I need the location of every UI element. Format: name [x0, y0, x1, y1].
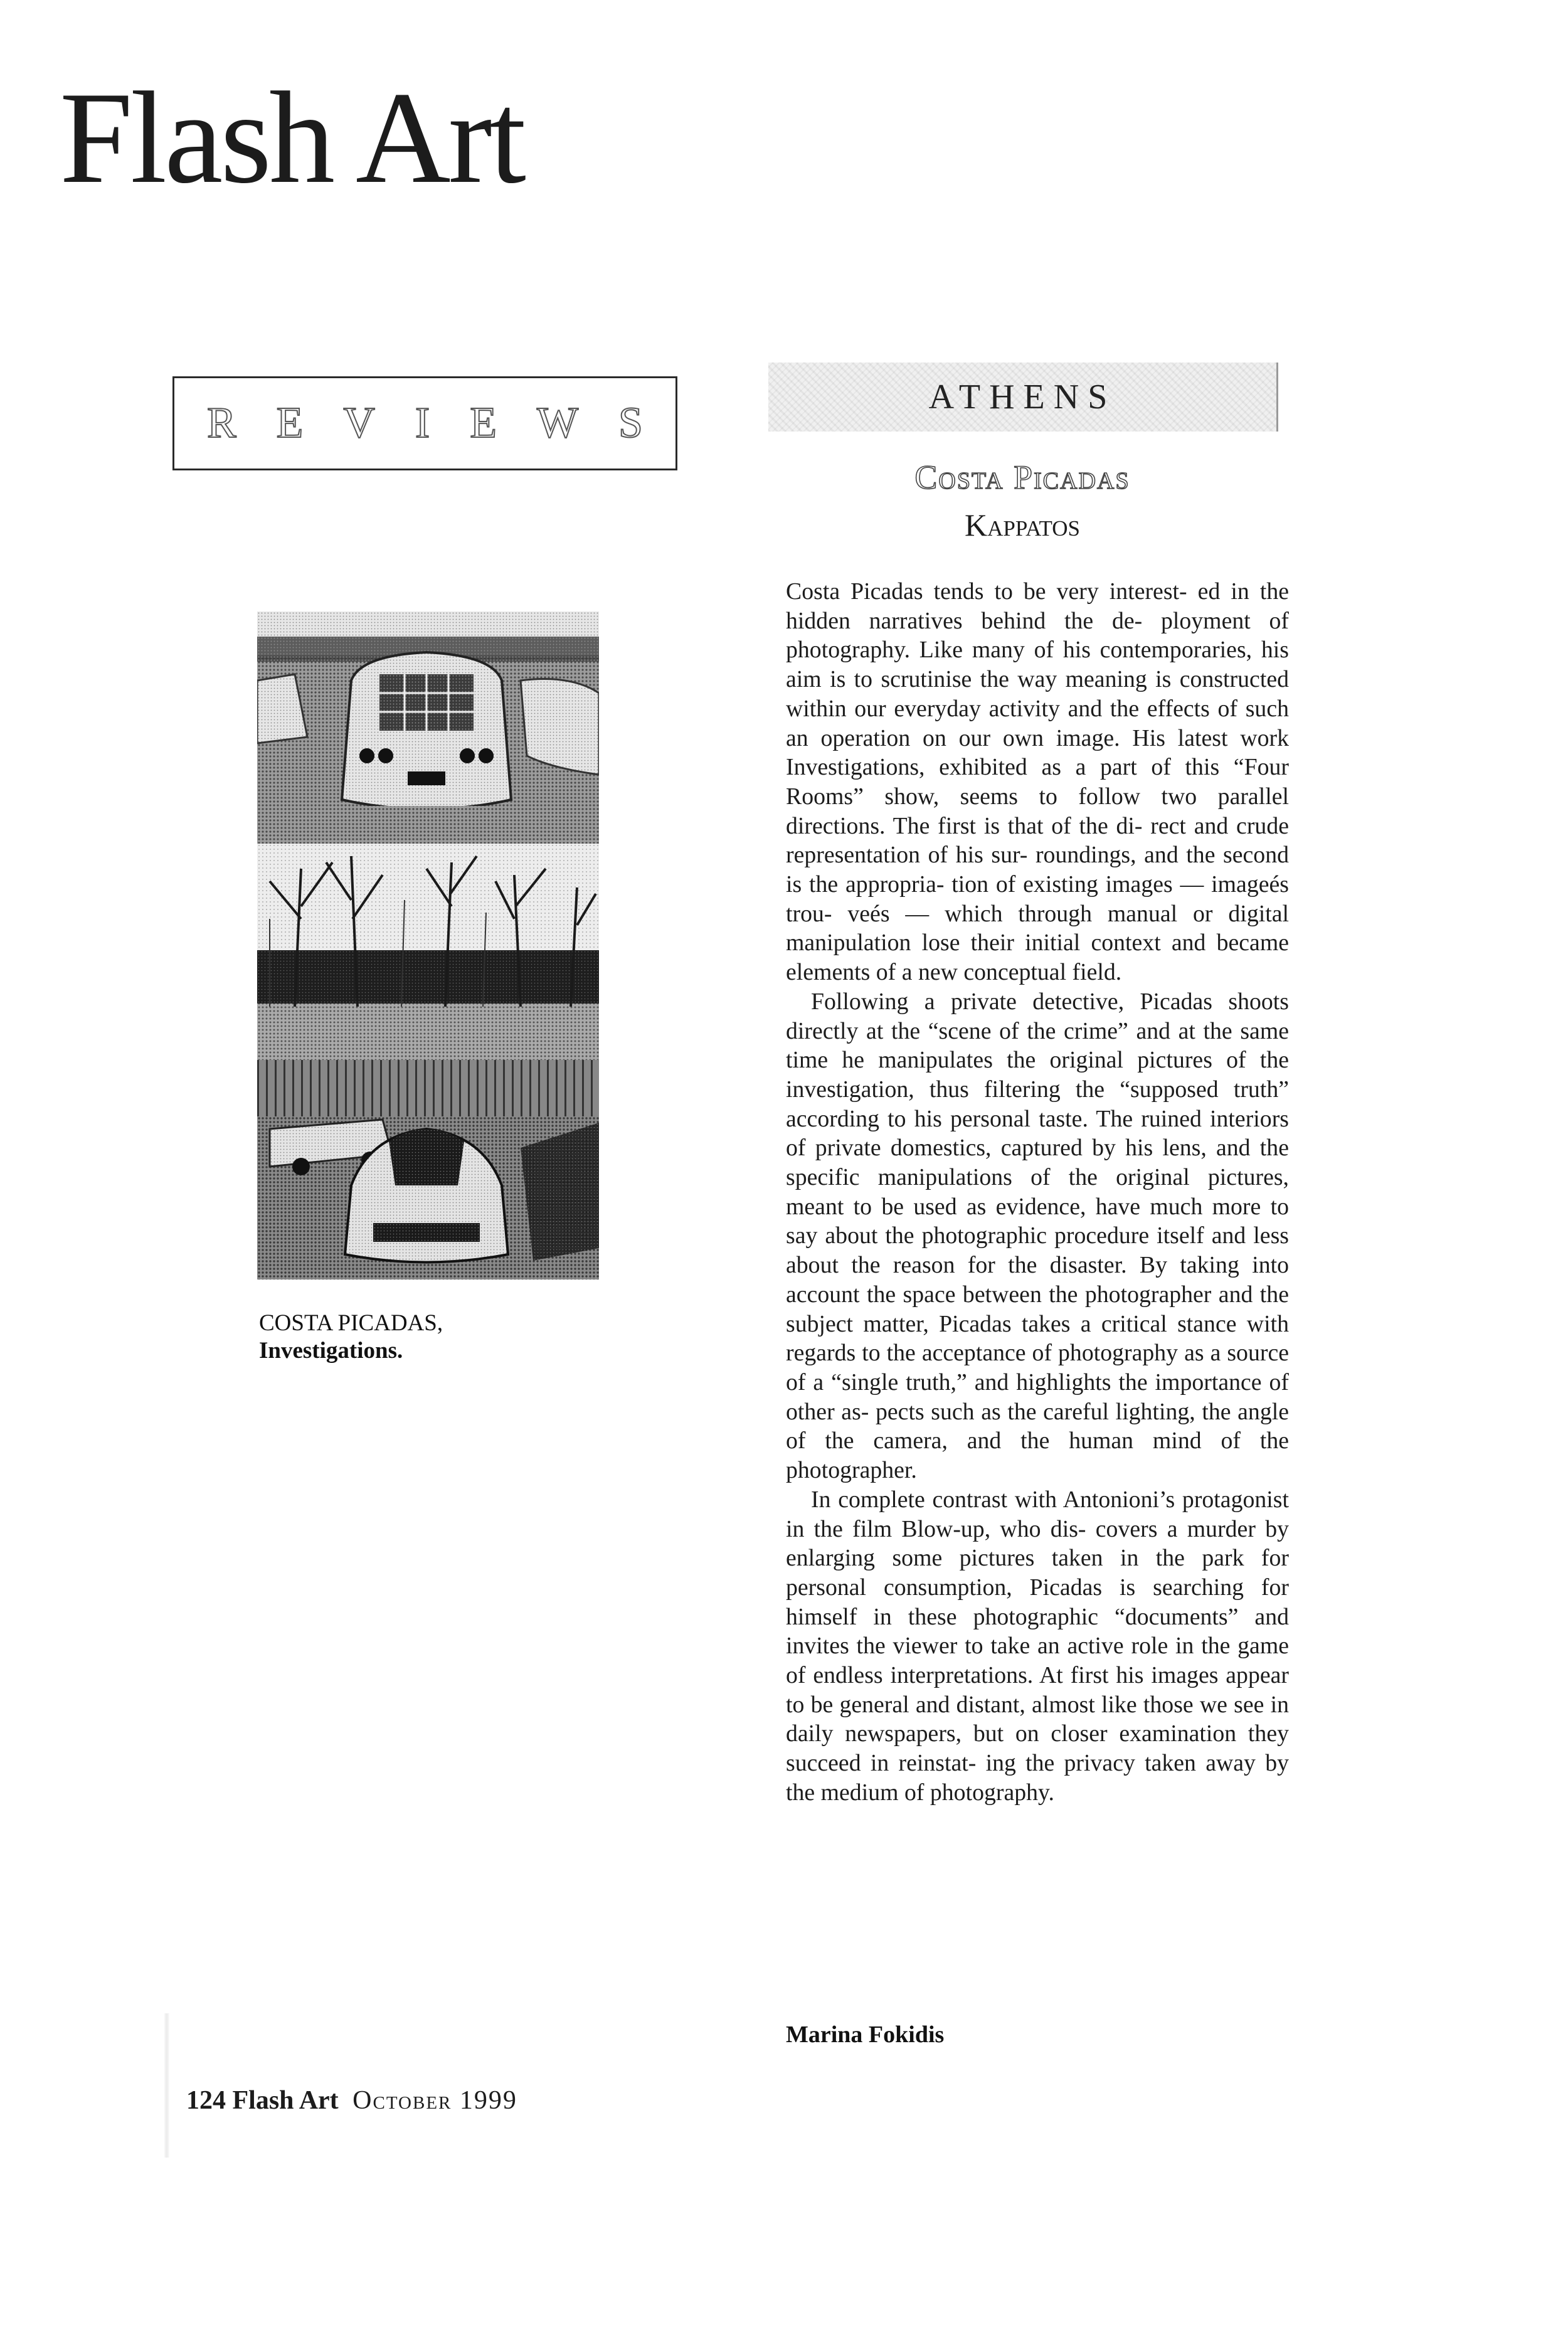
footer-magazine: Flash Art	[232, 2086, 339, 2115]
photo-car-rear	[257, 612, 599, 844]
reviews-letter: E	[470, 399, 497, 447]
page-fold-shadow	[164, 2013, 169, 2158]
paragraph: In complete contrast with Antonioni’s protagonist in the film Blow-up, who dis- covers a murder by enlarging some pictures taken in the park for personal consumption, Picadas is searching for himself in these photographic “documents” and invites the viewer to take an active role in the game of endless interpretations. At first his images appear to be general and distant, almost like those we see in daily newspapers, but on closer examination they succeed in reinstat- ing the privacy taken away by the medium of photography.	[786, 1486, 1289, 1806]
reviews-letter: W	[536, 399, 579, 447]
review-body	[786, 577, 1289, 1808]
paragraph: Costa Picadas tends to be very interest- ed in the hidden narratives behind the de- ployment of photography. Like many of his contemporaries, his aim is to scrutinise the way meaning is constructed within our everyday activity and the effects of such an operation on our own image. His latest work Investigations, exhibited as a part of this “Four Rooms” show, seems to follow two parallel directions. The first is that of the di- rect and crude representation of his sur- roundings, and the second is the appropria- tion of existing images — imageés trou- veés — which through manual or digital manipulation lose their initial context and became elements of a new conceptual field.	[786, 578, 1289, 986]
paragraph: Following a private detective, Picadas shoots directly at the “scene of the crime” and at the same time he manipulates the original pictures of the investigation, thus filtering the “supposed truth” according to his personal taste. The ruined interiors of private domestics, captured by his lens, and the specific manipulations of the original pictures, meant to be used as evidence, have much more to say about the photographic procedure itself and less about the reason for the disaster. By taking into account the space between the photographer and the subject matter, Picadas takes a critical stance with regards to the acceptance of photography as a source of a “single truth,” and highlights the importance of other as- pects such as the careful lighting, the angle of the camera, and the human mind of the photographer.	[786, 988, 1289, 1484]
reviews-letter: E	[276, 399, 304, 447]
caption-title: Investigations.	[259, 1338, 403, 1364]
masthead: Flash Art	[60, 65, 524, 211]
page-footer	[186, 2085, 517, 2116]
caption-artist: COSTA PICADAS,	[259, 1310, 443, 1336]
artist-name: Costa Picadas	[914, 458, 1130, 496]
reviews-letter: I	[415, 399, 430, 447]
reviews-letter: V	[343, 399, 375, 447]
reviews-section-box	[172, 376, 677, 470]
city-header: ATHENS	[928, 378, 1116, 416]
reviews-letter: R	[206, 399, 236, 447]
photo-trees	[257, 844, 599, 1060]
photo-caption	[259, 1310, 635, 1365]
photo-strip	[257, 612, 599, 1279]
footer-date: October 1999	[352, 2086, 517, 2115]
reviews-letter: S	[618, 399, 643, 447]
gallery-name: Kappatos	[965, 507, 1080, 543]
author-byline: Marina Fokidis	[786, 2021, 945, 2048]
photo-wrecked-car	[257, 1060, 599, 1279]
page-number: 124	[186, 2086, 226, 2115]
